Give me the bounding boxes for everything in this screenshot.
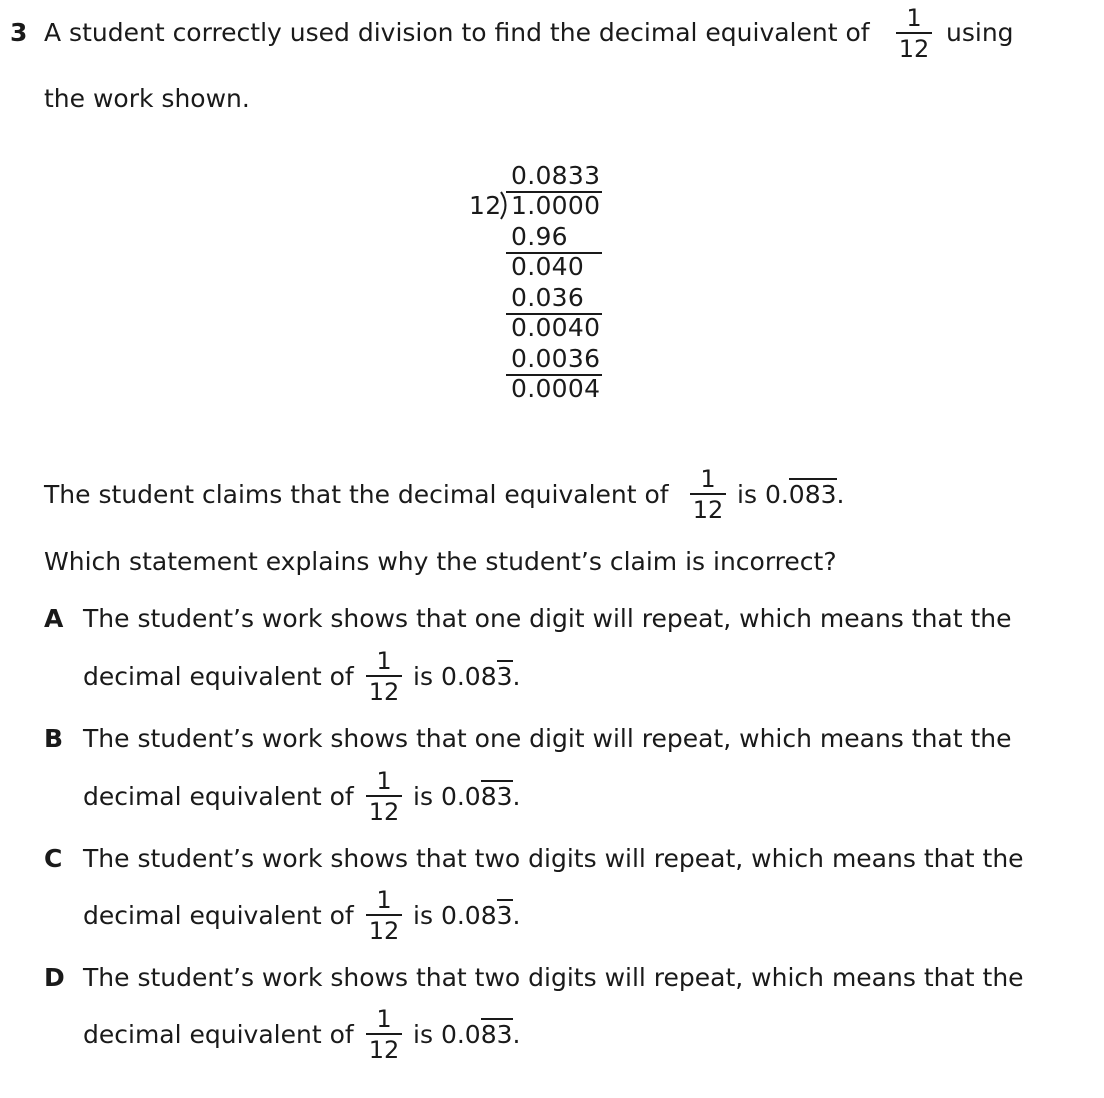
claim-value-prefix: 0.: [764, 480, 789, 509]
fraction-denominator: 12: [368, 1036, 400, 1064]
choice-text-line1: The student’s work shows that two digits will repeat, which means that the: [83, 963, 1024, 992]
fraction-bar: [366, 914, 402, 916]
fraction-numerator: 1: [376, 1005, 392, 1033]
choice-text-line2: decimal equivalent of: [83, 662, 354, 691]
choice-fraction: [366, 649, 402, 704]
choice-repeating-digits: 83: [480, 1020, 513, 1049]
choice-value-end: .: [512, 1020, 521, 1049]
choice-fraction: [366, 769, 402, 824]
choice-text-line2: decimal equivalent of: [83, 1020, 354, 1049]
choice-value: [413, 901, 520, 930]
choice-text-line2: decimal equivalent of: [83, 901, 354, 930]
remainder-row-1: 0.040: [511, 252, 585, 281]
choice-value: [413, 1020, 520, 1049]
claim-value: [737, 480, 844, 509]
choice-is: is: [413, 662, 433, 691]
subtract-row-3: 0.0036: [511, 344, 601, 373]
subtract-row-2: 0.036: [511, 283, 585, 312]
choice-value-end: .: [512, 782, 521, 811]
question-stem-using: using: [946, 18, 1014, 47]
question-stem-line2: the work shown.: [44, 84, 250, 113]
fraction-bar: [690, 493, 726, 495]
claim-fraction: [690, 467, 726, 522]
question-prompt: Which statement explains why the student’s claim is incorrect?: [44, 547, 837, 576]
division-bracket: [499, 191, 511, 221]
choice-repeating-digits: 83: [480, 782, 513, 811]
remainder-row-3: 0.0004: [511, 374, 601, 403]
fraction-bar: [366, 675, 402, 677]
fraction-denominator: 12: [898, 35, 930, 63]
choice-repeating-digits: 3: [496, 662, 513, 691]
fraction-denominator: 12: [692, 496, 724, 524]
remainder-row-2: 0.0040: [511, 313, 601, 342]
claim-repeating-digits: 083: [788, 480, 837, 509]
choice-letter: B: [44, 724, 64, 753]
choice-is: is: [413, 782, 433, 811]
fraction-numerator: 1: [376, 647, 392, 675]
fraction-bar: [896, 32, 932, 34]
choice-repeating-digits: 3: [496, 901, 513, 930]
choice-text-line1: The student’s work shows that one digit will repeat, which means that the: [83, 724, 1012, 753]
choice-value-plain: 0.0: [440, 782, 481, 811]
quotient: 0.0833: [511, 161, 601, 190]
choice-fraction: [366, 888, 402, 943]
choice-letter: C: [44, 844, 63, 873]
choice-value-plain: 0.0: [440, 1020, 481, 1049]
fraction-one-twelfth: [896, 6, 932, 61]
divisor: 12: [469, 191, 502, 220]
claim-text: The student claims that the decimal equivalent of: [44, 480, 669, 509]
fraction-bar: [366, 795, 402, 797]
choice-letter: D: [44, 963, 65, 992]
subtract-row-1: 0.96: [511, 222, 568, 251]
fraction-numerator: 1: [376, 886, 392, 914]
choice-value: [413, 782, 520, 811]
choice-text-line2: decimal equivalent of: [83, 782, 354, 811]
choice-value-end: .: [512, 662, 521, 691]
choice-fraction: [366, 1007, 402, 1062]
fraction-denominator: 12: [368, 917, 400, 945]
fraction-denominator: 12: [368, 798, 400, 826]
choice-value-end: .: [512, 901, 521, 930]
choice-text-line1: The student’s work shows that one digit will repeat, which means that the: [83, 604, 1012, 633]
choice-is: is: [413, 1020, 433, 1049]
choice-is: is: [413, 901, 433, 930]
choice-text-line1: The student’s work shows that two digits will repeat, which means that the: [83, 844, 1024, 873]
fraction-numerator: 1: [376, 767, 392, 795]
choice-letter: A: [44, 604, 64, 633]
question-stem: A student correctly used division to find the decimal equivalent of: [44, 18, 870, 47]
fraction-numerator: 1: [700, 465, 716, 493]
choice-value-plain: 0.08: [440, 662, 497, 691]
question-number: 3: [10, 18, 28, 47]
choice-value: [413, 662, 520, 691]
claim-is: is: [737, 480, 757, 509]
dividend: 1.0000: [511, 191, 601, 220]
fraction-numerator: 1: [906, 4, 922, 32]
fraction-bar: [366, 1033, 402, 1035]
fraction-denominator: 12: [368, 678, 400, 706]
choice-value-plain: 0.08: [440, 901, 497, 930]
claim-value-end: .: [836, 480, 845, 509]
